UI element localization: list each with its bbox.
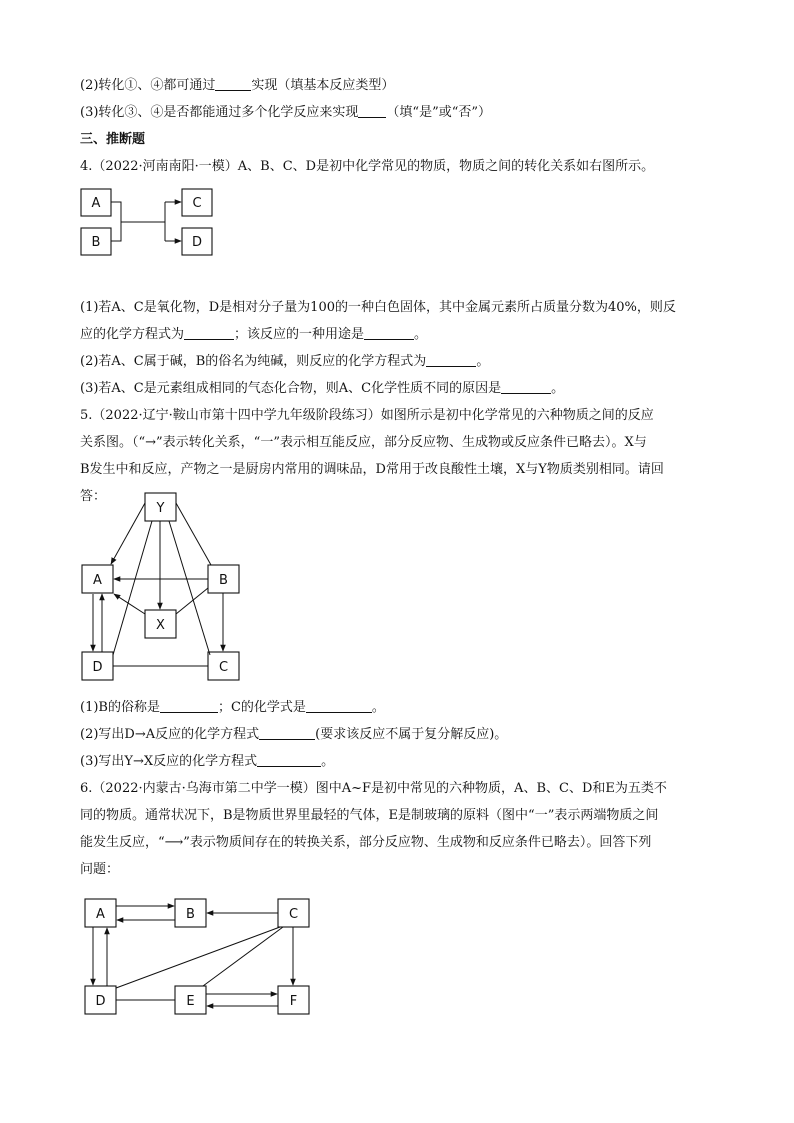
q6-label-a: A xyxy=(96,907,105,922)
answer-blank[interactable] xyxy=(306,699,372,713)
q4-left-bracket xyxy=(111,202,121,241)
q5-label-a: A xyxy=(93,573,102,588)
q4-label-c: C xyxy=(192,196,202,211)
q6-label-e: E xyxy=(186,994,195,1009)
section-title: 三、推断题 xyxy=(80,132,146,147)
q5-diagram xyxy=(82,493,239,680)
q5-sub1: (1)B的俗称是 ；C的化学式是 。 xyxy=(80,700,385,715)
answer-blank[interactable] xyxy=(259,726,315,740)
q4-stem: 4.（2022·河南南阳·一模）A、B、C、D是初中化学常见的物质，物质之间的转化关系如右图所示。 xyxy=(80,159,655,174)
q5-sub2: (2)写出D→A反应的化学方程式 (要求该反应不属于复分解反应)。 xyxy=(80,727,508,742)
q5-label-d: D xyxy=(92,660,103,675)
answer-blank[interactable] xyxy=(364,326,414,340)
answer-blank[interactable] xyxy=(426,353,476,367)
q6-label-f: F xyxy=(289,994,298,1009)
answer-blank[interactable] xyxy=(257,753,321,767)
q4-sub2: (2)若A、C属于碱，B的俗名为纯碱，则反应的化学方程式为 。 xyxy=(80,354,490,369)
q5-sub3: (3)写出Y→X反应的化学方程式 。 xyxy=(80,754,335,769)
q-prev-part3: (3)转化③、④是否都能通过多个化学反应来实现 （填“是”或“否”） xyxy=(80,105,492,120)
q4-sub1-line2: 应的化学方程式为 ；该反应的一种用途是 。 xyxy=(80,327,428,342)
q5-label-b: B xyxy=(219,573,228,588)
q6-stem-line2: 同的物质。通常状况下，B是物质世界里最轻的气体，E是制玻璃的原料（图中“一”表示两端物质之间 xyxy=(80,808,659,823)
q4-label-a: A xyxy=(91,196,101,211)
q5-stem-line4: 答： xyxy=(80,489,107,504)
q5-stem-line3: B发生中和反应，产物之一是厨房内常用的调味品，D常用于改良酸性土壤，X与Y物质类别相同。请回 xyxy=(80,462,664,477)
q4-label-d: D xyxy=(191,235,203,250)
q6-stem-line4: 问题： xyxy=(80,862,120,877)
q5-stem-line1: 5.（2022·辽宁·鞍山市第十四中学九年级阶段练习）如图所示是初中化学常见的六种物质之间的反应 xyxy=(80,408,654,423)
q5-label-c: C xyxy=(218,660,229,675)
q6-diagram xyxy=(85,899,309,1014)
q6-label-c: C xyxy=(288,907,299,922)
q6-stem-line1: 6.（2022·内蒙古·乌海市第二中学一模）图中A~F是初中常见的六种物质，A、B、C、D和E为五类不 xyxy=(80,781,667,796)
q4-sub1-line1: (1)若A、C是氧化物，D是相对分子量为100的一种白色固体，其中金属元素所占质量分数为40%，则反 xyxy=(80,300,676,315)
q4-label-b: B xyxy=(91,235,101,250)
q6-label-d: D xyxy=(95,994,106,1009)
q4-sub3: (3)若A、C是元素组成相同的气态化合物，则A、C化学性质不同的原因是 。 xyxy=(80,381,565,396)
q5-stem-line2: 关系图。（“→”表示转化关系，“一”表示相互能反应，部分反应物、生成物或反应条件已略去）。X与 xyxy=(80,435,647,450)
q6-label-b: B xyxy=(186,907,195,922)
answer-blank[interactable] xyxy=(184,326,234,340)
q6-stem-line3: 能发生反应，“⟶”表示物质间存在的转换关系，部分反应物、生成物和反应条件已略去）。回答下列 xyxy=(80,835,652,850)
q5-label-y: Y xyxy=(156,501,165,516)
answer-blank[interactable] xyxy=(501,380,551,394)
q5-label-x: X xyxy=(156,618,165,633)
answer-blank[interactable] xyxy=(160,699,218,713)
q-prev-part2: (2)转化①、④都可通过 实现（填基本反应类型） xyxy=(80,78,395,93)
